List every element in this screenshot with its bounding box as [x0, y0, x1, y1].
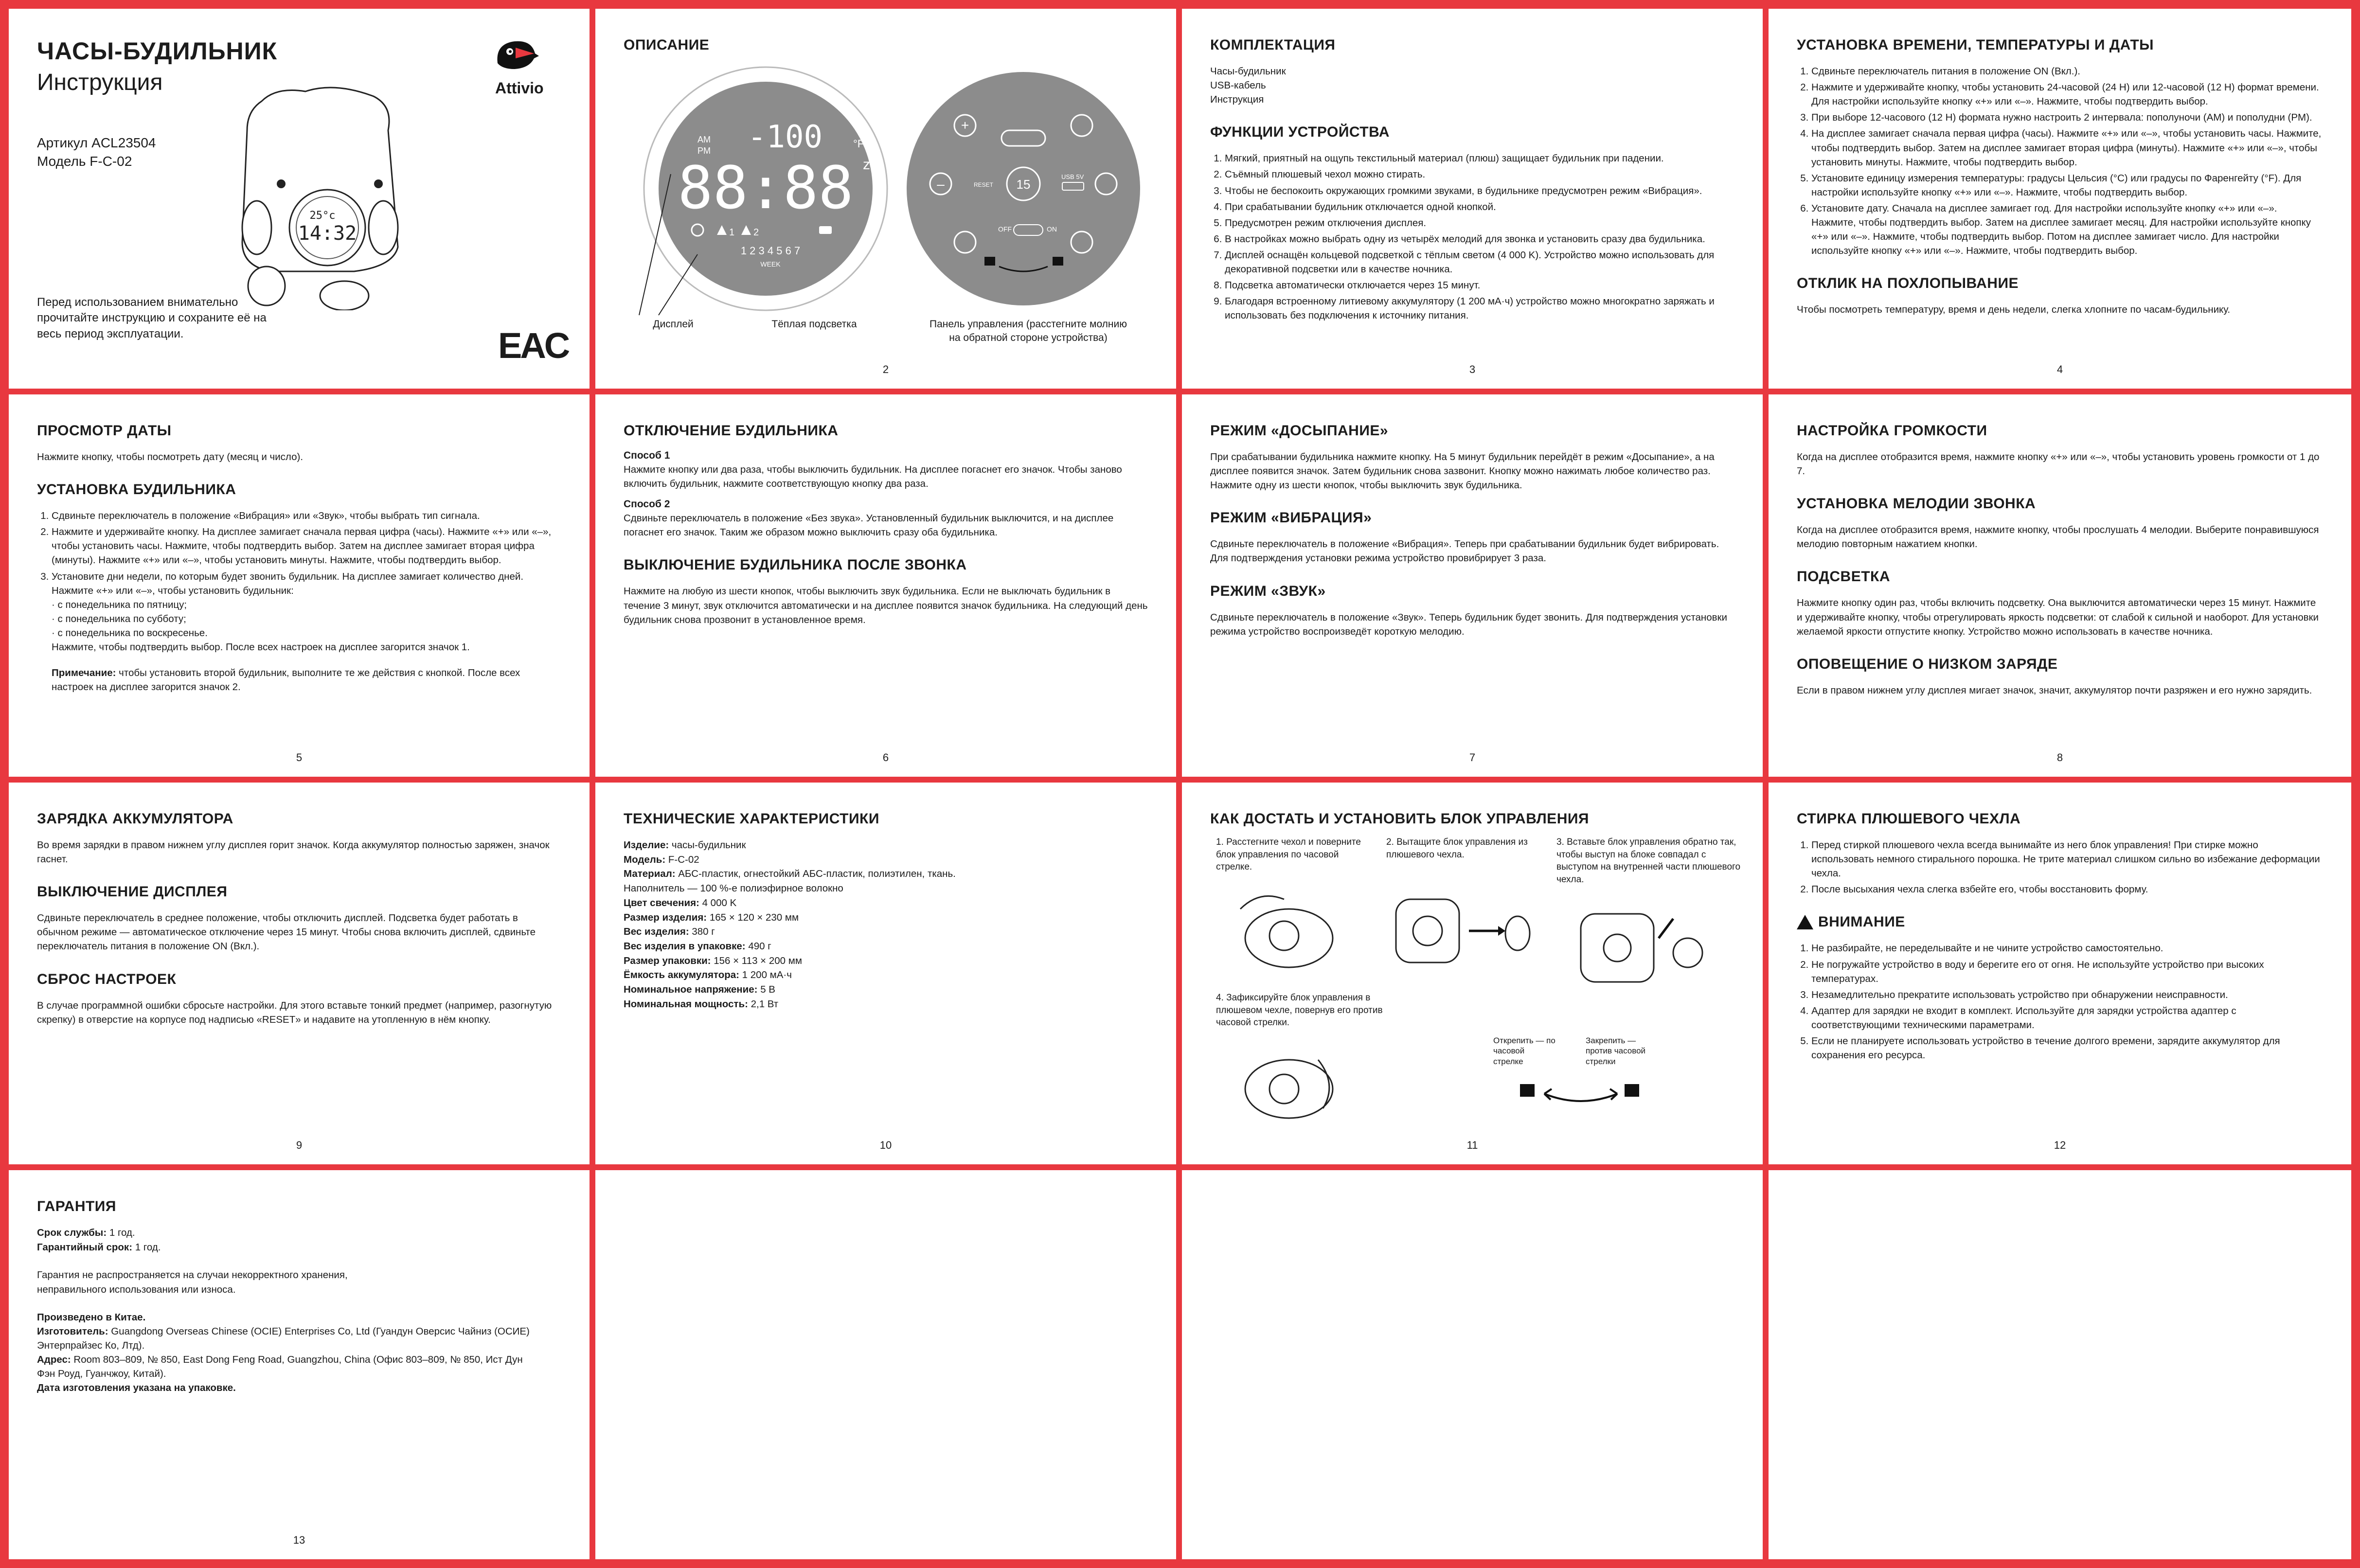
low-battery-text: Если в правом нижнем углу дисплея мигает значок, значит, аккумулятор почти разряжен и его нужно зарядить. [1797, 684, 2312, 696]
day-option: · с понедельника по субботу; [52, 613, 186, 624]
panel-cover [9, 9, 590, 389]
cover-title: ЧАСЫ-БУДИЛЬНИК [37, 37, 278, 65]
page-number: 3 [1469, 363, 1476, 375]
product-illustration [189, 82, 461, 310]
list-item: 1. Мягкий, приятный на ощупь текстильный материал (плюш) защищает будильник при падении. [1225, 151, 1734, 165]
am-label: AM [697, 135, 711, 144]
section-title: ТЕХНИЧЕСКИЕ ХАРАКТЕРИСТИКИ [624, 811, 879, 827]
list-item: 3. При выборе 12-часового (12 H) формата нужно настроить 2 интервала: пополуночи (AM) и пополудни (PM). [1811, 110, 2323, 125]
svg-text:–: – [937, 177, 945, 192]
snooze-text: При срабатывании будильника нажмите кнопку. На 5 минут будильник перейдёт в режим «Досыпание», а на дисплее появится значок. Затем будильник снова зазвонит. Кнопку можно нажимать любое количество раз. Нажмите одну из шести кнопок, чтобы выключить звук будильника. [1210, 451, 1715, 491]
step-2-text: 2. Вытащите блок управления из плюшевого чехла. [1386, 837, 1528, 860]
list-item: 6. В настройках можно выбрать одну из четырёх мелодий для звонка и установить сразу два будильника. [1225, 232, 1734, 246]
page-number: 11 [1466, 1139, 1478, 1151]
functions-list [1210, 151, 1734, 322]
section-title: НАСТРОЙКА ГРОМКОСТИ [1797, 423, 1987, 439]
list-item: 2. Нажмите и удерживайте кнопку. На дисплее замигает сначала первая цифра (часы). Нажмите «+» или «–», чтобы установить часы. Нажмите, чтобы подтвердить выбор. Затем на дисплее замигает вторая цифра (минуты). Нажмите «+» или «–», чтобы установить минуты. Нажмите, чтобы подтвердить выбор. [52, 525, 561, 567]
spec-row: Вес изделия в упаковке: 490 г [624, 941, 771, 952]
list-item: 3. Установите дни недели, по которым будет звонить будильник. На дисплее замигает количество дней. Нажмите «+» или «–», чтобы установить будильник: · с понедельника по пятницу; · с понедельника по субботу; · с понедельника по воскресенье. Нажмите, чтобы подтвердить выбор. После всех настроек на дисплее загорится значок 1. [52, 570, 561, 655]
cover-note: Перед использованием внимательно прочитайте инструкцию и сохраните её на весь период эксплуатации. [37, 296, 267, 340]
section-title: СТИРКА ПЛЮШЕВОГО ЧЕХЛА [1797, 811, 2021, 827]
section-title: ОТКЛЮЧЕНИЕ БУДИЛЬНИКА [624, 423, 839, 439]
display-diagram [625, 62, 1150, 335]
section-title: КОМПЛЕКТАЦИЯ [1210, 37, 1336, 53]
list-item: 7. Дисплей оснащён кольцевой подсветкой с тёплым светом (4 000 K). Устройство можно использовать для декоративной подсветки или в качестве ночника. [1225, 248, 1734, 276]
page-number: 13 [293, 1534, 305, 1546]
week-days: 1 2 3 4 5 6 7 [740, 245, 801, 257]
panel-contents [1182, 9, 1763, 389]
section-title: ЗАРЯДКА АККУМУЛЯТОРА [37, 811, 233, 827]
warning-icon [1797, 915, 1813, 929]
alarm2-num: 2 [753, 227, 759, 238]
method-text: Нажмите кнопку или два раза, чтобы выключить будильник. На дисплее погаснет его значок. Чтобы заново включить будильник, нажмите соответствующую кнопку два раза. [624, 464, 1122, 490]
note: Примечание: чтобы установить второй будильник, выполните те же действия с кнопкой. После всех настроек на дисплее загорится значок 2. [52, 667, 520, 693]
section-title: ОПИСАНИЕ [624, 37, 710, 53]
date-text: Нажмите кнопку, чтобы посмотреть дату (месяц и число). [37, 451, 304, 463]
charge-text: Во время зарядки в правом нижнем углу дисплея горит значок. Когда аккумулятор полностью заряжен, значок гаснет. [37, 839, 550, 865]
lock-icon [1625, 1084, 1639, 1097]
unit-c: °C [853, 123, 865, 135]
page-number: 7 [1469, 751, 1476, 764]
spec-row: Материал: АБС-пластик, огнестойкий АБС-пластик, полиэтилен, ткань. [624, 868, 956, 880]
warranty-period: Гарантийный срок: 1 год. [37, 1241, 161, 1253]
page-number: 9 [296, 1139, 303, 1151]
clock-temp-text: 25°c [309, 210, 336, 222]
panel-alarm-off [595, 394, 1176, 777]
unlock-icon [984, 257, 995, 266]
section-title: КАК ДОСТАТЬ И УСТАНОВИТЬ БЛОК УПРАВЛЕНИЯ [1210, 811, 1589, 827]
spec-row: Модель: F-C-02 [624, 854, 699, 865]
melody-text: Когда на дисплее отобразится время, нажмите кнопку, чтобы прослушать 4 мелодии. Выберите понравившуюся мелодию повторным нажатием кнопки. [1797, 524, 2319, 550]
volume-text: Когда на дисплее отобразится время, нажмите кнопку «+» или «–», чтобы установить уровень громкости от 1 до 7. [1797, 451, 2320, 477]
panel-blank [1182, 1170, 1763, 1559]
on-label: ON [1047, 225, 1057, 233]
list-item: 1. Сдвиньте переключатель питания в положение ON (Вкл.). [1811, 64, 2323, 78]
panel-volume [1769, 394, 2351, 777]
list-item: 4. При срабатывании будильник отключается одной кнопкой. [1225, 200, 1734, 214]
page-number: 6 [882, 751, 889, 764]
eac-mark: EAC [498, 325, 569, 366]
page-number: 10 [879, 1139, 892, 1151]
panel-washing [1769, 783, 2351, 1164]
unlock-caption: Открепить — по часовой стрелке [1493, 1036, 1555, 1066]
section-title: ВЫКЛЮЧЕНИЕ БУДИЛЬНИКА ПОСЛЕ ЗВОНКА [624, 557, 967, 573]
list-item: 4. Адаптер для зарядки не входит в комплект. Используйте для зарядки устройства адаптер с соответствующими техническими параметрами. [1811, 1004, 2323, 1032]
panel-time-setup [1769, 9, 2351, 389]
panel-alarm-setup [9, 394, 590, 777]
panel-modes [1182, 394, 1763, 777]
section-title: УСТАНОВКА МЕЛОДИИ ЗВОНКА [1797, 496, 2036, 512]
section-title: ВЫКЛЮЧЕНИЕ ДИСПЛЕЯ [37, 884, 228, 900]
tap-text: Чтобы посмотреть температуру, время и день недели, слегка хлопните по часам-будильнику. [1797, 304, 2231, 316]
article-number: Артикул ACL23504 [37, 135, 156, 150]
section-title: УСТАНОВКА БУДИЛЬНИКА [37, 481, 236, 498]
day-option: · с понедельника по воскресенье. [52, 627, 208, 639]
alarm1-num: 1 [729, 227, 735, 238]
list-item: 2. После высыхания чехла слегка взбейте его, чтобы восстановить форму. [1811, 882, 2323, 896]
section-title: РЕЖИМ «ЗВУК» [1210, 583, 1326, 599]
warning-heading: ВНИМАНИЕ [1797, 914, 2323, 930]
list-item: 2. Не погружайте устройство в воду и берегите его от огня. Не используйте устройство при высоких температурах. [1811, 958, 2323, 986]
section-title: РЕЖИМ «ДОСЫПАНИЕ» [1210, 423, 1389, 439]
display-digits: 88:88 [678, 155, 854, 222]
light-button-label: 15 [1016, 177, 1031, 192]
svg-text:+: + [961, 118, 969, 133]
step-2-illustration [1377, 880, 1537, 977]
caption-display: Дисплей [653, 319, 694, 330]
clock-time-text: 14:32 [298, 222, 357, 245]
page-number: 5 [296, 751, 303, 764]
section-title: УСТАНОВКА ВРЕМЕНИ, ТЕМПЕРАТУРЫ И ДАТЫ [1797, 37, 2154, 53]
steps-list [1797, 64, 2323, 258]
battery-icon [819, 226, 832, 234]
page-number: 2 [882, 363, 889, 375]
method-label: Способ 1 [624, 450, 670, 461]
spec-row: Номинальная мощность: 2,1 Вт [624, 998, 779, 1010]
panel-control-unit [1182, 783, 1763, 1164]
sound-text: Сдвиньте переключатель в положение «Звук». Теперь будильник будет звонить. Для подтверждения установки режима устройство воспроизведёт короткую мелодию. [1210, 611, 1727, 637]
manufacture-date: Дата изготовления указана на упаковке. [37, 1382, 236, 1394]
kit-item: Часы-будильник [1210, 66, 1286, 77]
spec-row: Размер упаковки: 156 × 113 × 200 мм [624, 955, 802, 966]
list-item: 5. Если не планируете использовать устройство в течение долгого времени, зарядите аккумулятор для сохранения его ресурса. [1811, 1034, 2323, 1062]
panel-description [595, 9, 1176, 389]
section-title: ПРОСМОТР ДАТЫ [37, 423, 172, 439]
list-item: 3. Чтобы не беспокоить окружающих громкими звуками, в будильнике предусмотрен режим «Вибрация». [1225, 184, 1734, 198]
page-number: 12 [2054, 1139, 2066, 1151]
service-life: Срок службы: 1 год. [37, 1227, 135, 1238]
reset-label: RESET [974, 181, 994, 188]
caption-panel: Панель управления (расстегните молнию на обратной стороне устройства) [929, 319, 1127, 344]
lock-diagram [1518, 1074, 1644, 1108]
list-item: 5. Предусмотрен режим отключения дисплея. [1225, 216, 1734, 230]
cover-subtitle: Инструкция [37, 70, 163, 95]
light-text: Нажмите кнопку один раз, чтобы включить подсветку. Она выключится автоматически через 15 минут. Нажмите и удерживайте кнопку, чтобы отрегулировать яркость подсветки: от слабой к сильной и наоборот. Для установки желаемой яркости отпустите кнопку. Устройство можно использовать в качестве ночника. [1797, 597, 2319, 637]
panel-charging [9, 783, 590, 1164]
vibration-text: Сдвиньте переключатель в положение «Вибрация». Теперь при срабатывании будильник будет вибрировать. Для подтверждения установки режима устройство провибрирует 3 раза. [1210, 538, 1719, 564]
section-title: ФУНКЦИИ УСТРОЙСТВА [1210, 124, 1390, 141]
confirm-text: Нажмите, чтобы подтвердить выбор. После всех настроек на дисплее загорится значок 1. [52, 641, 470, 653]
list-item: 1. Перед стиркой плюшевого чехла всегда вынимайте из него блок управления! При стирке можно использовать немного стирального порошка. Не трите материал слишком сильно во избежание деформации чехла. [1811, 838, 2323, 880]
spec-row: Вес изделия: 380 г [624, 926, 715, 938]
day-option: · с понедельника по пятницу; [52, 599, 187, 610]
brand-logo-icon [490, 34, 544, 78]
section-title: ГАРАНТИЯ [37, 1198, 116, 1214]
list-item: 4. На дисплее замигает сначала первая цифра (часы). Нажмите «+» или «–», чтобы установить часы. Нажмите, чтобы подтвердить выбор. Затем на дисплее замигает вторая цифра (минуты). Нажмите «+» или «–», чтобы установить минуты. Нажмите, чтобы подтвердить выбор. [1811, 126, 2323, 169]
model-number: Модель F-C-02 [37, 153, 132, 169]
made-in: Произведено в Китае. [37, 1311, 146, 1323]
panel-blank [1769, 1170, 2351, 1559]
steps-list [37, 509, 561, 654]
spec-row: Номинальное напряжение: 5 В [624, 984, 775, 996]
step-1-illustration [1211, 880, 1357, 977]
spec-row: Цвет свечения: 4 000 K [624, 897, 737, 909]
list-item: 5. Установите единицу измерения температуры: градусы Цельсия (°C) или градусы по Фаренгейту (°F). Для настройки используйте кнопку «+» или «–». Нажмите, чтобы подтвердить выбор. [1811, 171, 2323, 199]
section-title: РЕЖИМ «ВИБРАЦИЯ» [1210, 510, 1372, 526]
week-label: WEEK [760, 260, 781, 268]
warranty-exclusion: Гарантия не распространяется на случаи некорректного хранения, неправильного использования или износа. [37, 1269, 348, 1295]
method-text: Сдвиньте переключатель в положение «Без звука». Установленный будильник выключится, и на дисплее погаснет его значок. Таким же образом можно выключить сразу оба будильника. [624, 513, 1114, 538]
list-item: 1. Не разбирайте, не переделывайте и не чините устройство самостоятельно. [1811, 941, 2323, 955]
list-item: 3. Незамедлительно прекратите использовать устройство при обнаружении неисправности. [1811, 988, 2323, 1002]
list-item: 1. Сдвиньте переключатель в положение «Вибрация» или «Звук», чтобы выбрать тип сигнала. [52, 509, 561, 523]
kit-item: USB-кабель [1210, 80, 1266, 91]
wash-list [1797, 838, 2323, 896]
display-temp: -100 [747, 119, 823, 155]
method-label: Способ 2 [624, 499, 670, 510]
spec-row: Размер изделия: 165 × 120 × 230 мм [624, 911, 799, 923]
reset-text: В случае программной ошибки сбросьте настройки. Для этого вставьте тонкий предмет (например, разогнутую скрепку) в отверстие на корпусе под надписью «RESET» и надавите на утопленную в нём кнопку. [37, 999, 552, 1025]
section-title: ОТКЛИК НА ПОХЛОПЫВАНИЕ [1797, 275, 2019, 292]
spec-row: Наполнитель — 100 %-е полиэфирное волокно [624, 883, 843, 894]
after-ring-text: Нажмите на любую из шести кнопок, чтобы выключить звук будильника. Если не выключать будильник в течение 3 минут, звук отключится автоматически и на дисплее появится значок будильника. На следующий день будильник снова прозвонит в установленное время. [624, 586, 1148, 625]
warnings-list [1797, 941, 2323, 1062]
address: Адрес: Room 803–809, № 850, East Dong Feng Road, Guangzhou, China (Офис 803–809, № 850, Ист Дун Фэн Роуд, Гуанчжоу, Китай). [37, 1354, 523, 1380]
panel-blank [595, 1170, 1176, 1559]
lock-icon [1053, 257, 1063, 266]
panel-warranty [9, 1170, 590, 1559]
panel-specs [595, 783, 1176, 1164]
step-3-text: 3. Вставьте блок управления обратно так, чтобы выступ на блоке совпадал с выступом на внутренней части плюшевого чехла. [1556, 837, 1741, 885]
off-label: OFF [998, 225, 1012, 233]
unlock-icon [1520, 1084, 1535, 1097]
list-item: 6. Установите дату. Сначала на дисплее замигает год. Для настройки используйте кнопку «+» или «–». Нажмите, чтобы подтвердить выбор. Затем на дисплее замигает месяц. Для настройки используйте кнопку «+» или «–». Нажмите, чтобы подтвердить выбор. Потом на дисплее замигает число. Для настройки используйте кнопку «+» или «–». Нажмите, чтобы подтвердить выбор. [1811, 201, 2323, 258]
spec-row: Ёмкость аккумулятора: 1 200 мА·ч [624, 969, 792, 981]
section-title: ПОДСВЕТКА [1797, 569, 1891, 585]
pm-label: PM [697, 146, 711, 156]
lock-caption: Закрепить — против часовой стрелки [1586, 1036, 1646, 1066]
page-number: 8 [2056, 751, 2063, 764]
spec-row: Изделие: часы-будильник [624, 839, 746, 851]
step-4-text: 4. Зафиксируйте блок управления в плюшевом чехле, повернув его против часовой стрелки. [1216, 993, 1383, 1028]
usb-label: USB 5V [1061, 173, 1084, 180]
brand-name: Attivio [495, 79, 544, 97]
section-title: ОПОВЕЩЕНИЕ О НИЗКОМ ЗАРЯДЕ [1797, 656, 2058, 672]
manufacturer: Изготовитель: Guangdong Overseas Chinese (OCIE) Enterprises Co, Ltd (Гуандун Оверсис Чайниз (ОСИЕ) Энтерпрайзес Ко, Лтд). [37, 1325, 530, 1351]
list-item: 9. Благодаря встроенному литиевому аккумулятору (1 200 мА·ч) устройство можно многократно заряжать и использовать без подключения к источнику питания. [1225, 294, 1734, 322]
unit-f: °F [853, 138, 864, 150]
kit-item: Инструкция [1210, 94, 1264, 106]
snooze-z: zᶻ [863, 157, 876, 173]
list-item: 2. Нажмите и удерживайте кнопку, чтобы установить 24-часовой (24 H) или 12-часовой (12 H) формат времени. Для настройки используйте кнопку «+» или «–». Нажмите, чтобы подтвердить выбор. [1811, 80, 2323, 108]
display-off-text: Сдвиньте переключатель в среднее положение, чтобы отключить дисплей. Подсветка будет работать в обычном режиме — автоматическое отключение через 15 минут. Чтобы снова включить дисплей, сдвиньте переключатель питания в положение ON (Вкл.). [37, 912, 536, 952]
step-4-illustration [1211, 1035, 1357, 1133]
step-3-illustration [1552, 899, 1727, 997]
list-item: 8. Подсветка автоматически отключается через 15 минут. [1225, 278, 1734, 292]
page-number: 4 [2056, 363, 2063, 375]
caption-light: Тёплая подсветка [771, 319, 857, 330]
section-title: СБРОС НАСТРОЕК [37, 971, 177, 987]
list-item: 2. Съёмный плюшевый чехол можно стирать. [1225, 167, 1734, 181]
step-1-text: 1. Расстегните чехол и поверните блок управления по часовой стрелке. [1216, 837, 1361, 873]
